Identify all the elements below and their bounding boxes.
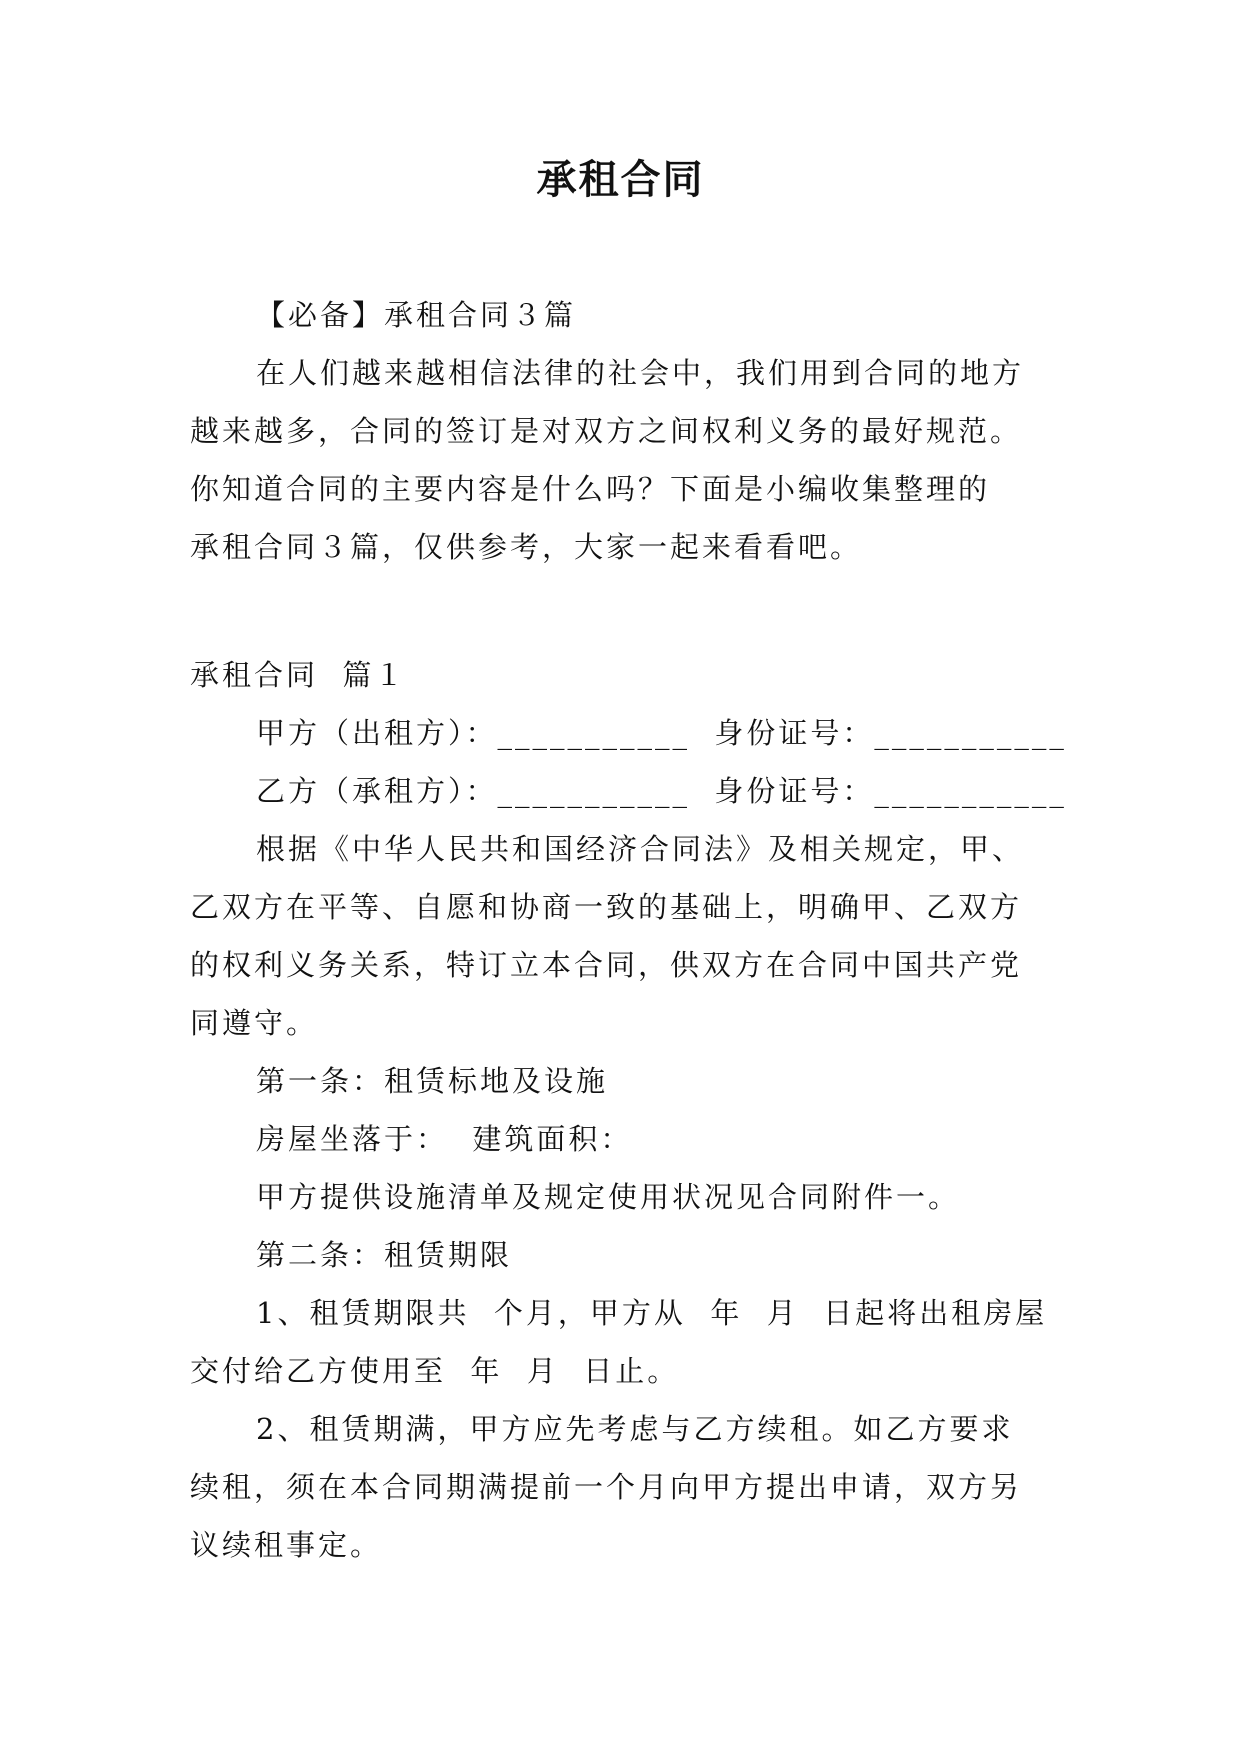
intro-line: 在人们越来越相信法律的社会中，我们用到合同的地方 — [256, 356, 1025, 390]
section-heading: 承租合同 篇１ — [190, 658, 407, 692]
term-1-line: 1、租赁期限共 个月，甲方从 年 月 日起将出租房屋 — [256, 1296, 1048, 1330]
article-2-heading: 第二条：租赁期限 — [256, 1238, 513, 1272]
intro-line: 越来越多，合同的签订是对双方之间权利义务的最好规范。 — [190, 414, 1023, 448]
party-b-line: 乙方（承租方）：___________ 身份证号：___________ — [256, 774, 1067, 808]
article-1-heading: 第一条：租赁标地及设施 — [256, 1064, 609, 1098]
basis-line: 乙双方在平等、自愿和协商一致的基础上，明确甲、乙双方 — [190, 890, 1023, 924]
term-2-line: 续租，须在本合同期满提前一个月向甲方提出申请，双方另 — [190, 1470, 1023, 1504]
header-line: 【必备】承租合同３篇 — [256, 298, 577, 332]
facilities-line: 甲方提供设施清单及规定使用状况见合同附件一。 — [256, 1180, 961, 1214]
term-2-line: 议续租事定。 — [190, 1528, 383, 1562]
intro-line: 你知道合同的主要内容是什么吗？下面是小编收集整理的 — [190, 472, 991, 506]
document-body — [190, 286, 1067, 1574]
basis-line: 根据《中华人民共和国经济合同法》及相关规定，甲、 — [256, 832, 1025, 866]
document-title: 承租合同 — [536, 156, 705, 203]
basis-line: 的权利义务关系，特订立本合同，供双方在合同中国共产党 — [190, 948, 1023, 982]
term-2-line: 2、租赁期满，甲方应先考虑与乙方续租。如乙方要求 — [256, 1412, 1014, 1446]
section-spacer — [190, 576, 1060, 646]
term-1-line: 交付给乙方使用至 年 月 日止。 — [190, 1354, 680, 1388]
basis-line: 同遵守。 — [190, 1006, 319, 1040]
house-location-line: 房屋坐落于： 建筑面积： — [256, 1122, 633, 1156]
party-a-line: 甲方（出租方）：___________ 身份证号：___________ — [256, 716, 1067, 750]
intro-line: 承租合同３篇，仅供参考，大家一起来看看吧。 — [190, 530, 863, 564]
